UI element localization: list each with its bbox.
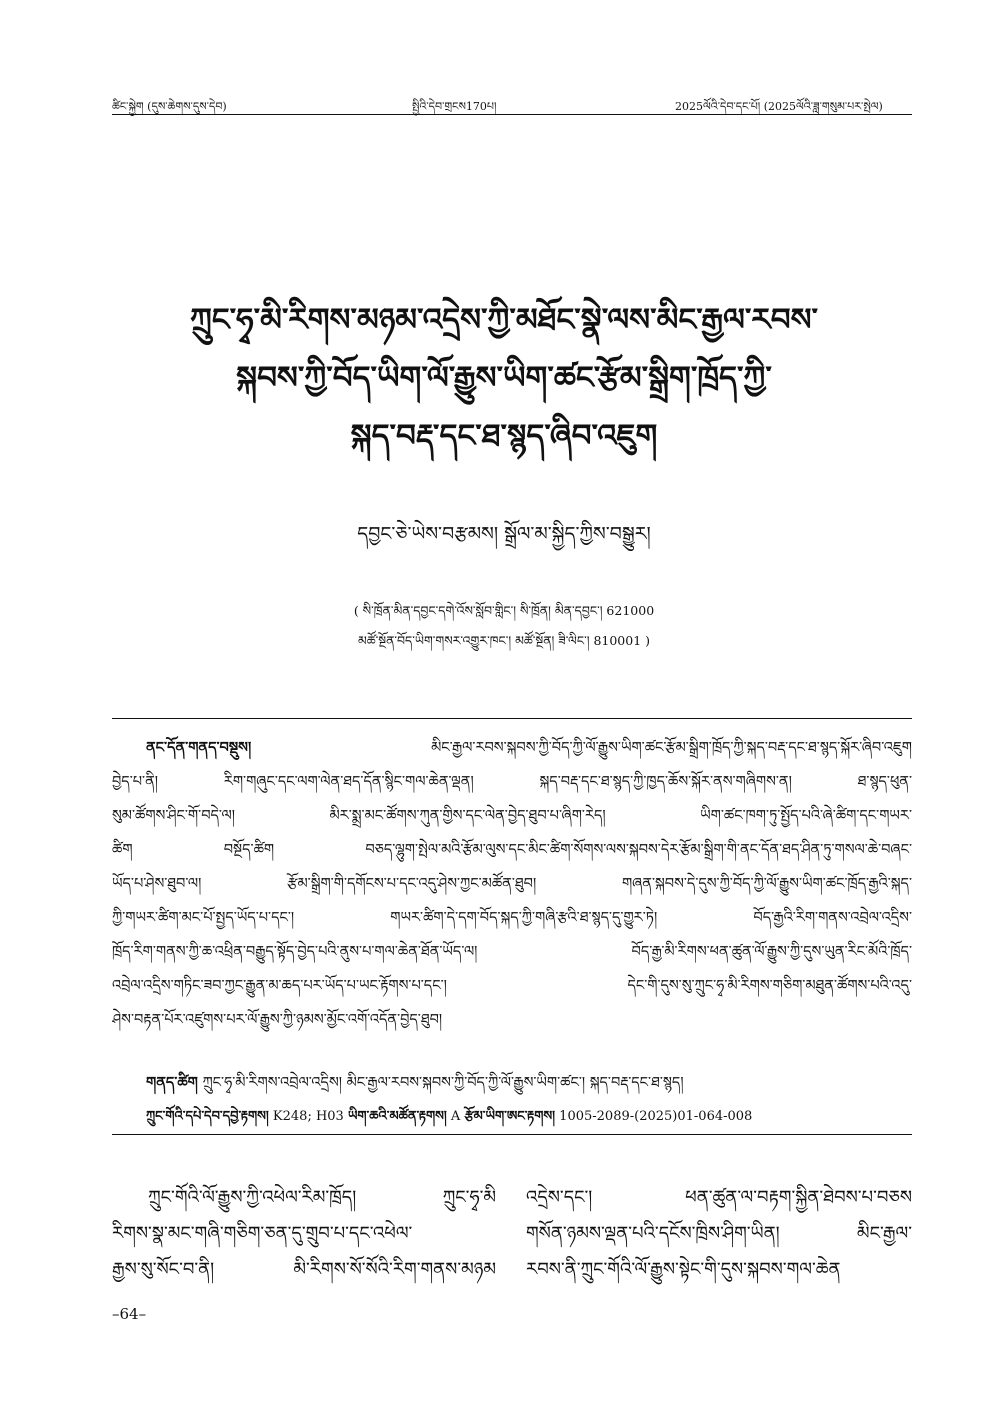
abstract-text: མིང་རྒྱལ་རབས་སྐབས་ཀྱི་བོད་ཀྱི་ལོ་རྒྱུས་ཡིག་ཚང་རྩོམ་སྒྲིག་ཁྲོད་ཀྱི་སྐད་བརྡ་དང་ཐ་སྙད་སྐོར་ཞིབ་འཇུག [251, 740, 912, 756]
abstract-line: ཤེས་བརྟན་པོར་འཛུགས་པར་ལོ་རྒྱུས་ཀྱི་ཉམས་མྱོང་འགོ་འདོན་བྱེད་ཐུབ། [112, 1012, 443, 1028]
abstract-line: ཁྲོད་རིག་གནས་ཀྱི་ཆ་འཕྲིན་བརྒྱུད་སྟོད་བྱེད་པའི་ནུས་པ་གལ་ཆེན་ཐོན་ཡོད་ལ། བོད་རྒྱ་མི་རིགས་ཕན་ཚུན་ལོ་རྒྱུས་ཀྱི་དུས་ཡུན་རིང་མོའི་ཁྲོད་ [112, 944, 912, 960]
abstract-line: ཀྱི་གཡར་ཚིག་མང་པོ་སྤྱད་ཡོད་པ་དང་། གཡར་ཚིག་དེ་དག་བོད་སྐད་ཀྱི་གཞི་རྩའི་ཐ་སྙད་དུ་གྱུར་ཏེ། བོད་རྒྱའི་རིག་གནས་འབྲེལ་འདྲིས་ [112, 910, 912, 926]
abstract-line: ཡོད་པ་ཤེས་ཐུབ་ལ། རྩོམ་སྒྲིག་གི་དགོངས་པ་དང་འདུ་ཤེས་ཀྱང་མཚོན་ཐུབ། གཞན་སྐབས་དེ་དུས་ཀྱི་བོད་ཀྱི་ལོ་རྒྱུས་ཡིག་ཚང་ཁྲོད་རྒྱའི་སྐད་ [112, 876, 912, 892]
title-line-3: སྐད་བརྡ་དང་ཐ་སྙད་ཞིབ་འཇུག [350, 418, 658, 454]
body-right-line: གསོན་ཉམས་ལྡན་པའི་དངོས་ཁྲིས་ཤིག་ཡིན། མིང་རྒྱལ་ [526, 1223, 912, 1244]
running-header-issue-total: སྤྱིའི་དེབ་གྲངས170པ། [412, 100, 497, 113]
abstract-label: ནང་དོན་གནད་བསྡུས། [146, 739, 252, 756]
title-line-2: སྐབས་ཀྱི་བོད་ཡིག་ལོ་རྒྱུས་ཡིག་ཚང་རྩོམ་སྒྲིག་ཁྲོད་ཀྱི་ [236, 360, 772, 396]
body-left-line: རིགས་སྣ་མང་གཞི་གཅིག་ཅན་དུ་གྲུབ་པ་དང་འཕེལ་ [112, 1223, 413, 1244]
article-id-value: 1005-2089-(2025)01-064-008 [555, 1109, 753, 1124]
header-divider [112, 114, 912, 115]
keywords-text: ཀྲུང་ཧྭ་མི་རིགས་འབྲེལ་འདྲིས། མིང་རྒྱལ་རབས་སྐབས་ཀྱི་བོད་ཀྱི་ལོ་རྒྱུས་ཡིག་ཚང་། སྐད་བརྡ་དང་ཐ་སྙད། [197, 1075, 684, 1091]
author-line: དབྱང་ཅེ་ཡེས་བརྩམས། སྒྲོལ་མ་སྐྱིད་ཀྱིས་བསྒྱུར། [357, 523, 651, 545]
running-header-journal: ཚིང་སྐྱེག (དུས་ཆེགས་དུས་དེབ) [112, 100, 227, 113]
title-line-1: ཀྲུང་ཧྭ་མི་རིགས་མཉམ་འདྲེས་ཀྱི་མཐོང་སྣེ་ལས་མིང་རྒྱལ་རབས་ [189, 302, 819, 338]
document-code-label: ཡིག་ཆའི་མཚོན་རྟགས། [347, 1109, 447, 1124]
abstract-line: འབྲེལ་འདྲིས་གཏིང་ཟབ་ཀྱང་རྒྱུན་མ་ཆད་པར་ཡོད་པ་ཡང་རྟོགས་པ་དང་། དེང་གི་དུས་སུ་ཀྲུང་ཧྭ་མི་རིགས་གཅིག་མཐུན་ཚོགས་པའི་འདུ་ [112, 978, 912, 994]
abstract-top-rule [112, 718, 912, 719]
clc-value: K248; H03 [268, 1109, 348, 1124]
article-id-label: རྩོམ་ཡིག་ཨང་རྟགས། [464, 1109, 556, 1124]
classification-line [146, 1101, 912, 1138]
body-right-line: རབས་ནི་ཀྲུང་གོའི་ལོ་རྒྱུས་སྟེང་གི་དུས་སྐབས་གལ་ཆེན [526, 1259, 841, 1280]
running-header-issue: 2025ལོའི་དེབ་དང་པོ། (2025ལོའི་ཟླ་གསུམ་པར་སྤེལ) [675, 100, 883, 113]
abstract-line: སུམ་ཚོགས་ཤིང་གོ་བདེ་ལ། མིར་སྨྲ་མང་ཚོགས་ཀུན་གྱིས་དང་ལེན་བྱེད་ཐུབ་པ་ཞིག་རེད། ཡིག་ཚང་ཁག་ཏུ་སྤྱོད་པའི་ཞེ་ཚིག་དང་གཡར་ [112, 808, 912, 824]
abstract-line: བྱེད་པ་ནི། རིག་གཞུང་དང་ལག་ལེན་ཐད་དོན་སྙིང་གལ་ཆེན་ལྡན། སྐད་བརྡ་དང་ཐ་སྙད་ཀྱི་ཁྱད་ཆོས་སྐོར་ནས་གཞིགས་ན། ཐ་སྙད་ཕུན་ [112, 774, 912, 790]
body-left-line: རྒྱས་སུ་སོང་བ་ནི། མི་རིགས་སོ་སོའི་རིག་གནས་མཉམ [112, 1259, 496, 1280]
abstract-line: ཚིག བསྔོད་ཚིག བཅད་ལྷུག་སྤེལ་མའི་རྩོམ་ལུས་དང་མིང་ཚིག་སོགས་ལས་སྐབས་དེར་རྩོམ་སྒྲིག་གི་ནང་དོན་ཐད་ཤིན་ཏུ་གསལ་ཆེ་བཞང་ [112, 842, 912, 858]
document-code-value: A [446, 1109, 465, 1124]
page-number: –64– [112, 1305, 147, 1323]
body-left-line: ཀྲུང་གོའི་ལོ་རྒྱུས་ཀྱི་འཕེལ་རིམ་ཁྲོད། ཀྲུང་ཧྭ་མི [148, 1187, 496, 1208]
keywords-label: གནད་ཚིག [146, 1074, 198, 1091]
affiliation-line-2: མཚོ་སྔོན་བོད་ཡིག་གསར་འགྱུར་ཁང་། མཚོ་སྔོན། ཟི་ལིང་། 810001 ) [357, 633, 651, 648]
abstract-bottom-rule [112, 1134, 912, 1135]
clc-label: ཀྲུང་གོའི་དཔེ་དེབ་དབྱེ་རྟགས། [146, 1109, 269, 1124]
body-right-line: འདྲེས་དང་། ཕན་ཚུན་ལ་བརྟག་སྐྱིན་ཐེབས་པ་བཅས [526, 1187, 912, 1208]
affiliation-line-1: ( སི་ཁྲོན་མིན་དབྱང་དགེ་འོས་སློབ་གླིང་། སི་ཁྲོན། མིན་དབྱང་། 621000 [353, 603, 655, 618]
